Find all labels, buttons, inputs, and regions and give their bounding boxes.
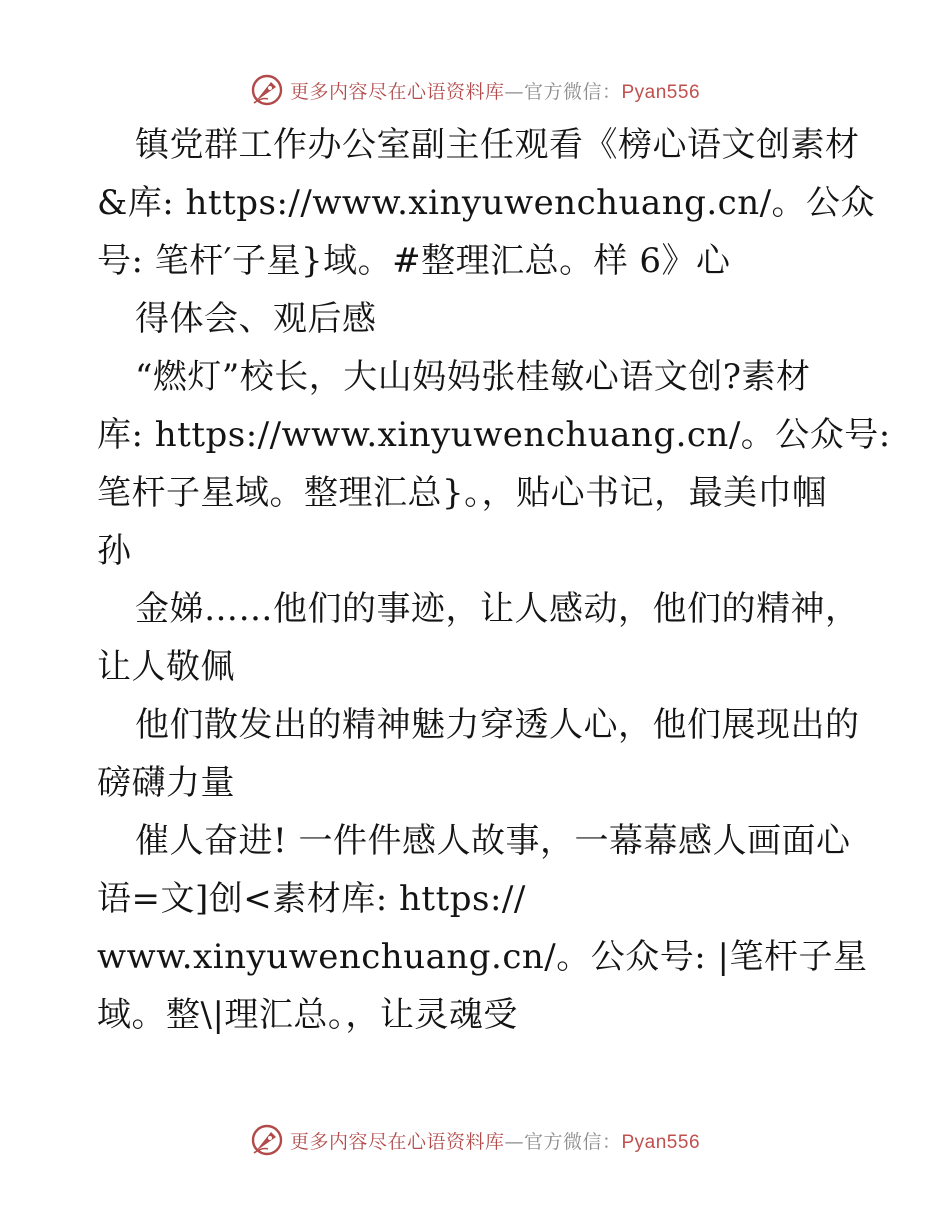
body-line: www.xinyuwenchuang.cn/。公众号: |笔杆子星 bbox=[97, 937, 868, 977]
body-line: 号: 笔杆′子星}域。#整理汇总。样 6》心 bbox=[97, 241, 731, 281]
header-banner bbox=[0, 70, 950, 110]
body-line: &库: https://www.xinyuwenchuang.cn/。公众 bbox=[97, 183, 876, 223]
footer-banner-slogan: 更多内容尽在心语资料库 bbox=[289, 1130, 505, 1153]
body-line: 域。整\|理汇总。，让灵魂受 bbox=[97, 995, 518, 1035]
body-line: 催人奋进! 一件件感人故事，一幕幕感人画面心 bbox=[135, 821, 851, 861]
footer-banner-dash: — bbox=[504, 1130, 524, 1153]
footer-banner-wechat-id: Pyan556 bbox=[621, 1131, 701, 1153]
header-banner-dash: — bbox=[504, 80, 524, 103]
body-line: 孙 bbox=[97, 531, 132, 571]
header-banner-slogan: 更多内容尽在心语资料库 bbox=[289, 80, 505, 103]
body-line: 笔杆子星域。整理汇总}。，贴心书记，最美巾帼 bbox=[97, 473, 827, 513]
pen-nib-logo-icon bbox=[250, 73, 284, 107]
footer-banner-wechat-label: 官方微信： bbox=[523, 1130, 622, 1153]
body-line: 镇党群工作办公室副主任观看《榜心语文创素材 bbox=[135, 125, 860, 165]
body-line: 库: https://www.xinyuwenchuang.cn/。公众号: bbox=[97, 415, 891, 455]
body-line: 语=文]创<素材库: https:// bbox=[97, 879, 526, 919]
header-banner-wechat-label: 官方微信： bbox=[523, 80, 622, 103]
header-banner-text bbox=[290, 77, 700, 104]
body-line: “燃灯”校长，大山妈妈张桂敏心语文创?素材 bbox=[135, 357, 811, 397]
body-line: 金娣……他们的事迹，让人感动，他们的精神， bbox=[135, 589, 860, 629]
footer-banner bbox=[0, 1120, 950, 1160]
footer-banner-text bbox=[290, 1127, 700, 1154]
pen-nib-logo-icon bbox=[250, 1123, 284, 1157]
body-line: 磅礴力量 bbox=[97, 763, 235, 803]
body-line: 得体会、观后感 bbox=[135, 299, 377, 339]
header-banner-wechat-id: Pyan556 bbox=[621, 81, 701, 103]
document-body bbox=[97, 116, 891, 1044]
body-line: 让人敬佩 bbox=[97, 647, 235, 687]
body-line: 他们散发出的精神魅力穿透人心，他们展现出的 bbox=[135, 705, 860, 745]
